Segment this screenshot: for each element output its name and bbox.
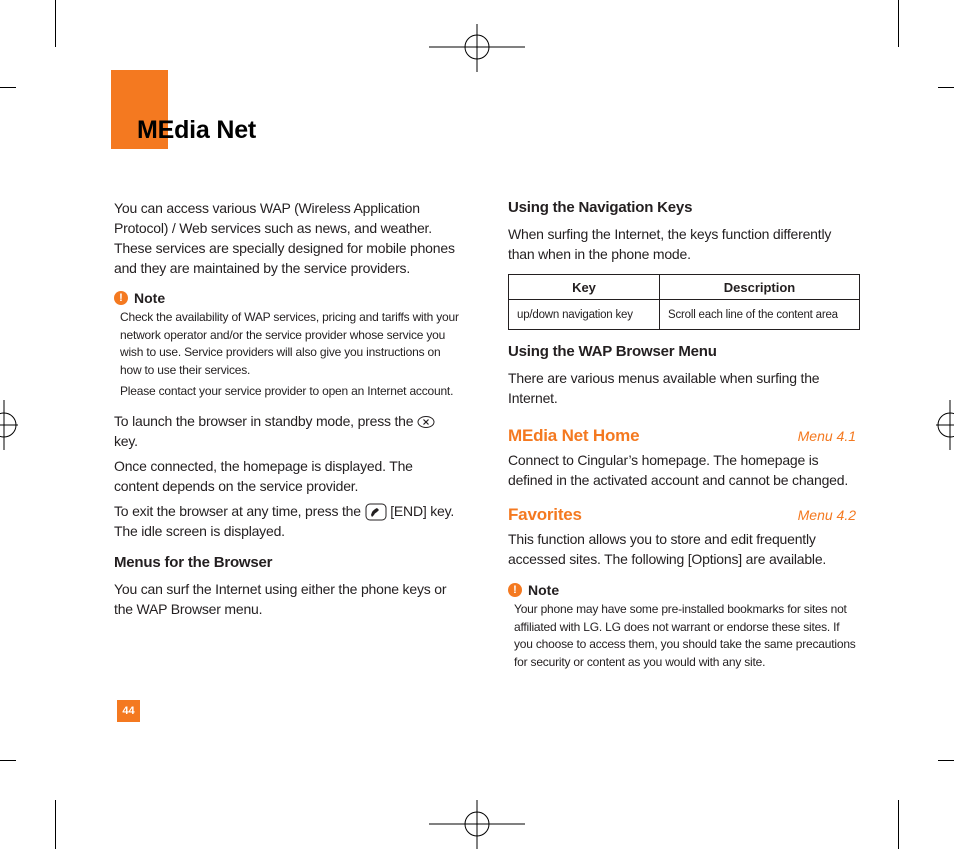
table-header-description: Description (660, 275, 860, 300)
crop-mark (898, 0, 899, 47)
media-net-home-menu-ref: Menu 4.1 (797, 428, 856, 444)
media-net-home-paragraph: Connect to Cingular’s homepage. The homepage is defined in the activated account and cannot be changed. (508, 452, 849, 488)
table-header-row (509, 275, 860, 300)
connected-paragraph: Once connected, the homepage is displayed. The content depends on the service provider. (114, 457, 413, 494)
page-number: 44 (117, 700, 140, 722)
note-text: Please contact your service provider to open an Internet account. (120, 383, 454, 398)
crop-mark (898, 800, 899, 849)
note-heading (114, 288, 459, 308)
wap-menu-paragraph: There are various menus available when surfing the Internet. (508, 370, 820, 406)
table-row (509, 300, 860, 330)
launch-paragraph (114, 411, 459, 451)
right-column (508, 198, 860, 672)
note-label: Note (528, 582, 560, 598)
crop-mark (938, 87, 954, 88)
media-net-home-heading: MEdia Net Home (508, 426, 640, 445)
registration-mark (429, 0, 525, 96)
left-column (114, 198, 459, 619)
wap-menu-heading: Using the WAP Browser Menu (508, 343, 717, 360)
navigation-keys-heading: Using the Navigation Keys (508, 199, 693, 216)
menus-paragraph: You can surf the Internet using either the phone keys or the WAP Browser menu. (114, 580, 447, 617)
note-heading (508, 580, 860, 600)
crop-mark (55, 0, 56, 47)
navigation-keys-table (508, 274, 860, 330)
page-title: MEdia Net (137, 116, 257, 144)
end-key-icon (365, 503, 387, 521)
exit-text: To exit the browser at any time, press the (114, 502, 361, 519)
note-text: Check the availability of WAP services, pricing and tariffs with your network operator and/or the service provider whose service you wish to use. Service providers will also give you instructions on how to use their services. (120, 310, 459, 378)
note-label: Note (134, 290, 166, 306)
navigation-keys-paragraph: When surfing the Internet, the keys function differently than when in the phone mode. (508, 226, 832, 262)
exit-text: [END] key. The idle screen is displayed. (114, 502, 455, 539)
launch-text: key. (114, 432, 138, 449)
registration-mark (936, 400, 954, 450)
crop-mark (0, 760, 16, 761)
media-net-home-section-header (508, 426, 860, 446)
favorites-heading: Favorites (508, 505, 582, 524)
registration-mark (429, 800, 525, 849)
crop-mark (0, 87, 16, 88)
launch-text: To launch the browser in standby mode, press the (114, 412, 414, 429)
crop-mark (55, 800, 56, 849)
table-header-key: Key (509, 275, 660, 300)
note-icon: ! (508, 583, 522, 597)
note-icon: ! (114, 291, 128, 305)
table-cell-description: Scroll each line of the content area (660, 300, 860, 330)
table-cell-key: up/down navigation key (509, 300, 660, 330)
exit-paragraph (114, 501, 459, 541)
favorites-menu-ref: Menu 4.2 (797, 507, 856, 523)
menus-heading: Menus for the Browser (114, 553, 273, 571)
registration-mark (0, 400, 18, 450)
intro-paragraph: You can access various WAP (Wireless Application Protocol) / Web services such as news, and weather. These services are specially designed for mobile phones and they are maintained by the service providers. (114, 200, 455, 276)
favorites-section-header (508, 505, 860, 525)
crop-mark (938, 760, 954, 761)
note-text: Your phone may have some pre-installed bookmarks for sites not affiliated with LG. LG does not warrant or endorse these sites. If you choose to access them, you should take the same precautions for security or content as you would with any site. (514, 602, 856, 670)
browser-key-icon (417, 415, 435, 429)
favorites-paragraph: This function allows you to store and edit frequently accessed sites. The following [Options] are available. (508, 531, 827, 567)
